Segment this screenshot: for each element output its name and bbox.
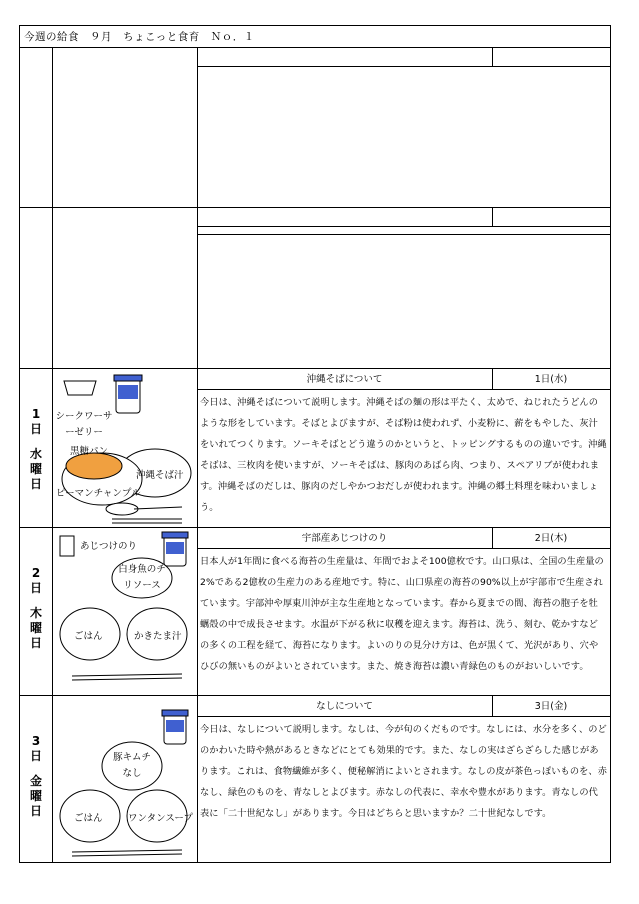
- food-nori-label: あじつけのり: [80, 541, 138, 552]
- day-header-1: [197, 369, 610, 390]
- food-dessert-label: シークワーサーゼリー: [55, 411, 113, 438]
- food-soup-label: 沖縄そば汁: [136, 470, 184, 481]
- empty-row-2: [20, 208, 610, 369]
- food-rice-label: ごはん: [74, 813, 103, 824]
- food-main-label: 豚キムチなし: [113, 752, 151, 779]
- food-bread-label: 黒糖パン: [70, 446, 109, 457]
- empty-row-1: [20, 48, 610, 208]
- topic-title-2: 宇部産あじつけのり: [197, 528, 493, 548]
- topic-title-1: 沖縄そばについて: [197, 369, 493, 389]
- day-header-3: [197, 696, 610, 717]
- topic-date-1: 1日(水): [534, 374, 568, 385]
- day-pic-2: [52, 528, 198, 695]
- menu-illustration-2: [52, 528, 197, 696]
- day-header-2: [197, 528, 610, 549]
- menu-sheet: [19, 25, 611, 863]
- food-soup-label: ワンタンスープ: [128, 813, 193, 824]
- topic-text-3: 今日は、なしについて説明します。なしは、今が旬のくだものです。なしには、水分を多く、のどのかわいた時や熱があるときなどにとても効果的です。また、なしの実はざらざらした感じがあります。これは、食物繊維が多く、便秘解消によいとされます。なしの皮が茶色っぽいものを、赤なし、緑色のものを、青なしとよびます。赤なしの代表に、幸水や豊水があります。青なしの代表に「二十世紀なし」があります。今日はどちらと思いますか？二十世紀なしです。: [200, 724, 607, 819]
- day-row-2: [20, 528, 610, 696]
- topic-text-1: 今日は、沖縄そばについて説明します。沖縄そばの麺の形は平たく、太めで、ねじれたうどんのような形をしています。そばとよびますが、そば粉は使われず、小麦粉に、薪をもやした、灰汁をいれてつくります。ソーキそばとどう違うのかというと、トッピングするものの違いです。沖縄そばは、三枚肉を使いますが、ソーキそばは、豚肉のあばら肉、つまり、スペアリブが使われます。沖縄そばのだしは、豚肉のだしやかつおだしが使われます。沖縄の郷土料理を味わいましょう。: [200, 397, 607, 513]
- page-title: 今週の給食 ９月 ちょこっと食育 Ｎｏ．１: [20, 26, 610, 48]
- empty-header-1: [197, 48, 610, 67]
- topic-text-2: 日本人が1年間に食べる海苔の生産量は、年間でおよそ100億枚です。山口県は、全国の生産量の2%である2億枚の生産力のある産地です。特に、山口県産の海苔の90%以上が宇部市で生産されています。宇部沖や厚東川沖が主な生産地となっています。春から夏までの間、海苔の胞子を牡蠣殻の中で成長させます。水温が下がる秋に収穫を迎えます。海苔は、洗う、刻む、乾かすなどの多くの工程を経て、海苔になります。よいのりの見分け方は、色が黒くて、光沢があり、穴やひびの無いものがよいとされています。また、焼き海苔は濃い青緑色のものがおいしいです。: [200, 556, 604, 672]
- day-label-1: 1 日 水 曜 日: [20, 369, 53, 527]
- food-rice-label: ごはん: [74, 631, 103, 642]
- topic-date-2: 2日(木): [534, 533, 568, 544]
- food-side-label: ピーマンチャンプル: [56, 488, 141, 499]
- day-pic-3: [52, 696, 198, 862]
- topic-title-3: なしについて: [197, 696, 493, 716]
- food-soup-label: かきたま汁: [134, 631, 182, 642]
- day-label-2: 2 日 木 曜 日: [20, 528, 53, 695]
- day-row-3: [20, 696, 610, 862]
- day-pic-1: [52, 369, 198, 527]
- day-label-3: 3 日 金 曜 日: [20, 696, 53, 862]
- topic-date-3: 3日(金): [534, 701, 568, 712]
- jelly-cup-icon: [64, 381, 96, 395]
- day-row-1: [20, 369, 610, 528]
- nori-pack-icon: [60, 536, 74, 556]
- food-fish-label: 白身魚のチリソース: [118, 564, 166, 591]
- empty-header-2: [197, 208, 610, 227]
- spoon-icon: [106, 503, 138, 515]
